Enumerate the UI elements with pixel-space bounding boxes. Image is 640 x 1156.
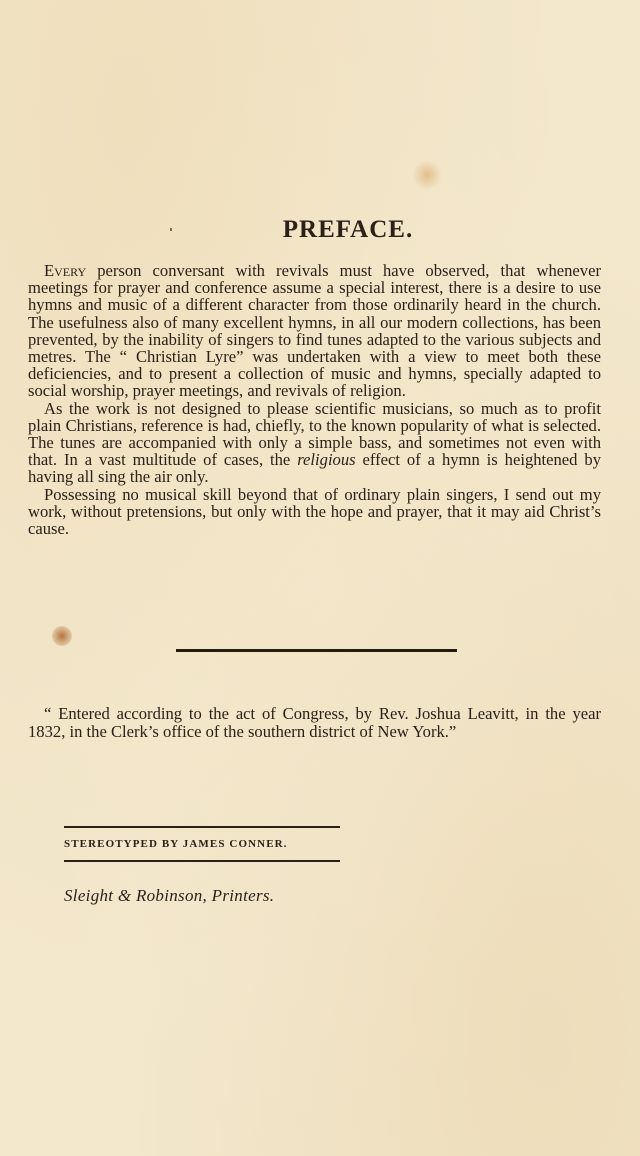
paragraph-text: effect of a hymn is heightened by having all sing the air only. <box>28 450 601 487</box>
emphasis-text: religious <box>297 450 356 470</box>
paper-stain <box>52 626 72 646</box>
stereotyper-credit: STEREOTYPED BY JAMES CONNER. <box>64 838 288 850</box>
copyright-notice: “ Entered according to the act of Congress, by Rev. Joshua Leavitt, in the year 1832, in the Clerk’s office of the southern district of New York.” <box>28 704 601 741</box>
page-title: PREFACE. <box>282 216 414 243</box>
printers-credit: Sleight & Robinson, Printers. <box>64 886 275 905</box>
paragraph-opening-word: Every <box>44 261 87 280</box>
preface-paragraph-2 <box>28 400 601 486</box>
preface-paragraph-1 <box>28 262 601 400</box>
preface-body <box>28 262 601 537</box>
divider-top <box>64 826 340 828</box>
paragraph-text: As the work is not designed to please scientific musicians, so much as to profit plain Christians, reference is had, chiefly, to the known popularity of what is selected. The tunes are accompanied with only a simple bass, and sometimes not even with that. In a vast multitude of cases, the <box>28 398 601 470</box>
divider-bottom <box>64 860 340 862</box>
paragraph-text: person conversant with revivals must have observed, that whenever meetings for prayer and conference assume a special interest, there is a desire to use hymns and music of a different character from those ordinarily heard in the church. The usefulness also of many excellent hymns, in all our modern collections, has been prevented, by the inability of singers to find tunes adapted to the various subjects and metres. The “ Christian Lyre” was undertaken with a view to meet both these deficiencies, and to present a collection of music and hymns, specially adapted to social worship, prayer meetings, and revivals of religion. <box>28 261 601 401</box>
preface-paragraph-3: Possessing no musical skill beyond that of ordinary plain singers, I send out my work, without pretensions, but only with the hope and prayer, that it may aid Christ’s cause. <box>28 484 601 539</box>
section-divider <box>176 649 457 652</box>
paper-stain <box>412 160 442 190</box>
